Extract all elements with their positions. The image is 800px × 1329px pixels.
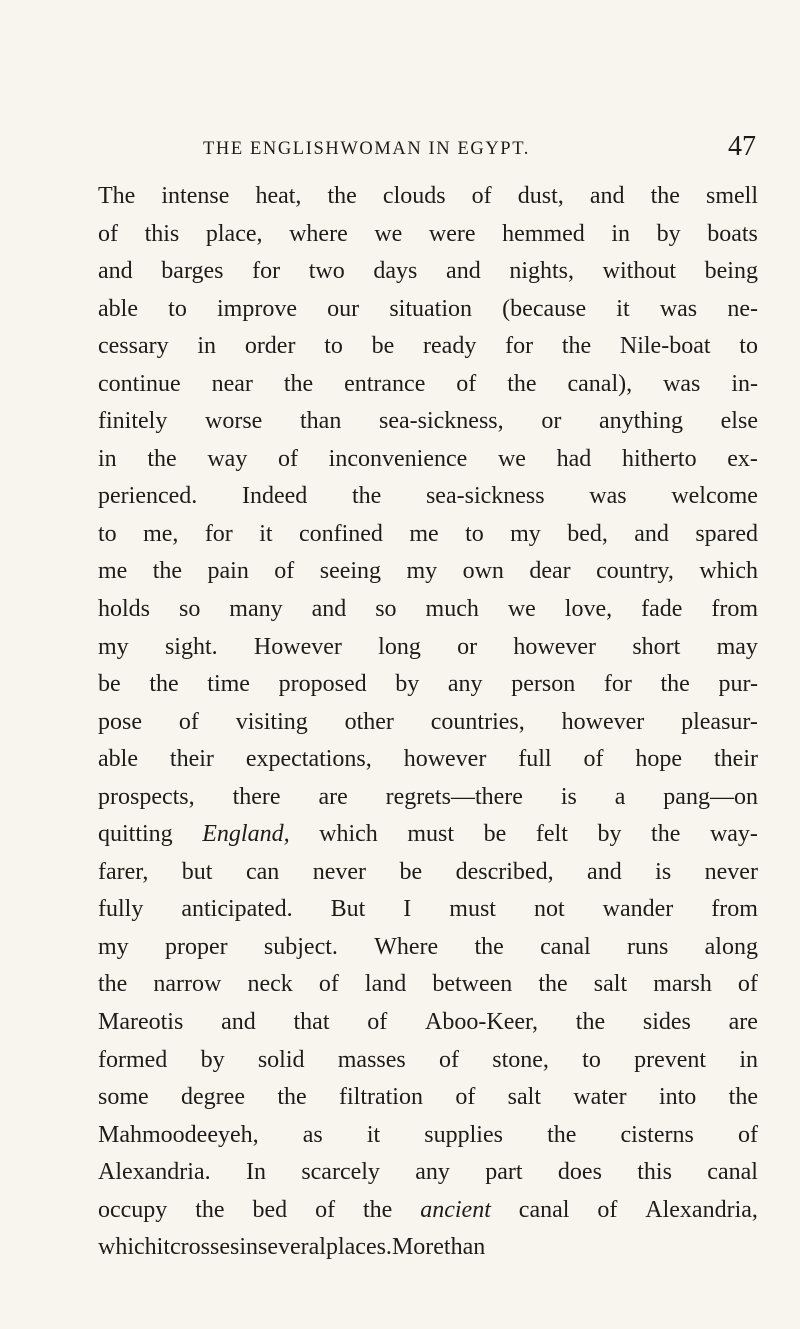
word: boats	[707, 220, 758, 247]
word: where	[289, 220, 348, 247]
word: hitherto	[621, 445, 697, 472]
word: order	[244, 333, 296, 360]
word: of	[456, 370, 477, 397]
word: part	[485, 1159, 523, 1186]
word: to	[98, 520, 117, 547]
text-line	[98, 1192, 758, 1230]
text-line	[98, 1229, 758, 1267]
word: in	[611, 220, 631, 247]
word: are	[318, 783, 348, 810]
word: masses	[337, 1046, 406, 1073]
word: sight.	[164, 633, 218, 660]
word: the	[651, 821, 681, 848]
word: proposed	[278, 671, 367, 698]
word: solid	[257, 1046, 305, 1073]
word: of	[98, 220, 118, 247]
word: in	[98, 445, 117, 472]
word: a	[614, 783, 626, 810]
word: occupy	[98, 1196, 168, 1223]
word: Alexandria,	[645, 1196, 758, 1223]
word: was	[659, 295, 698, 322]
word: of	[597, 1196, 618, 1223]
word: the	[277, 1084, 307, 1111]
word: without	[602, 258, 677, 285]
text-line	[98, 629, 758, 667]
word: clouds	[382, 183, 446, 209]
word: it	[616, 295, 630, 322]
word: are	[728, 1009, 758, 1036]
word: in	[197, 333, 217, 360]
word: inconvenience	[328, 445, 468, 472]
word: prevent	[634, 1046, 707, 1073]
word: ready	[423, 333, 477, 360]
word: from	[711, 596, 758, 623]
text-line	[98, 403, 758, 441]
word: anticipated.	[181, 896, 293, 923]
word: by	[395, 671, 420, 698]
word: had	[556, 445, 592, 472]
word: wander	[602, 896, 674, 923]
italic-word: England,	[202, 821, 290, 848]
word: other	[344, 708, 394, 735]
word: than	[300, 408, 342, 435]
word: as	[302, 1121, 323, 1148]
word: canal	[518, 1196, 570, 1223]
word: perienced.	[98, 483, 198, 510]
word: my	[510, 520, 541, 547]
running-head	[98, 131, 758, 164]
word: of	[274, 558, 295, 585]
word: places.	[325, 1234, 392, 1261]
word: nights,	[509, 258, 575, 285]
word: which	[98, 1234, 157, 1261]
word: dear	[529, 558, 571, 585]
word: improve	[217, 295, 297, 322]
word: into	[658, 1084, 697, 1111]
word: More	[391, 1234, 444, 1261]
text-line	[98, 178, 758, 216]
word: their	[714, 746, 758, 773]
word: bed	[252, 1196, 288, 1223]
word: however	[403, 746, 487, 773]
word: worse	[205, 408, 263, 435]
word: fully	[98, 896, 144, 923]
text-line	[98, 291, 758, 329]
word: this	[637, 1159, 672, 1186]
word: spared	[695, 520, 758, 547]
text-line	[98, 854, 758, 892]
word: finitely	[98, 408, 168, 435]
word: pose	[98, 708, 142, 735]
word: smell	[705, 183, 758, 209]
word: cessary	[98, 333, 169, 360]
word: visiting	[235, 708, 308, 735]
word: intense	[161, 183, 230, 209]
word: not	[533, 896, 565, 923]
word: The	[98, 183, 136, 209]
word: full	[518, 746, 552, 773]
word: but	[181, 858, 213, 885]
word: is	[655, 858, 672, 885]
word: the	[660, 671, 690, 698]
word: it	[366, 1121, 381, 1148]
word: being	[704, 258, 758, 285]
word: and	[311, 596, 347, 623]
word: of	[318, 971, 339, 998]
word: runs	[626, 933, 669, 960]
word: of	[737, 1121, 758, 1148]
word: able	[98, 295, 138, 322]
word: I	[403, 896, 412, 923]
word: continue	[98, 370, 181, 397]
word: of	[278, 445, 298, 472]
word: country,	[596, 558, 674, 585]
text-line	[98, 891, 758, 929]
word: than	[443, 1234, 486, 1261]
text-line	[98, 1154, 758, 1192]
word: much	[425, 596, 479, 623]
text-line	[98, 553, 758, 591]
word: own	[462, 558, 504, 585]
word: must	[449, 896, 496, 923]
word: dust,	[517, 183, 564, 209]
word: by	[200, 1046, 225, 1073]
word: we	[497, 445, 526, 472]
word: from	[711, 896, 758, 923]
word: Mareotis	[98, 1009, 184, 1036]
word: so	[375, 596, 397, 623]
word: be	[371, 333, 395, 360]
page-number: 47	[728, 131, 756, 162]
word: between	[432, 971, 513, 998]
word: supplies	[424, 1121, 503, 1148]
word: hope	[635, 746, 683, 773]
text-line	[98, 216, 758, 254]
word: scarcely	[301, 1159, 380, 1186]
word: pleasur-	[681, 708, 758, 735]
word: degree	[181, 1084, 245, 1111]
word: their	[169, 746, 214, 773]
word: any	[415, 1159, 450, 1186]
text-line	[98, 666, 758, 704]
word: entrance	[344, 370, 426, 397]
text-line	[98, 741, 758, 779]
text-line	[98, 1079, 758, 1117]
word: does	[557, 1159, 602, 1186]
word: way-	[709, 821, 758, 848]
word: expectations,	[245, 746, 372, 773]
word: confined	[298, 520, 383, 547]
word: fade	[641, 596, 683, 623]
text-line	[98, 1042, 758, 1080]
word: situation	[389, 295, 472, 322]
word: neck	[247, 971, 293, 998]
word: it	[259, 520, 273, 547]
text-line	[98, 478, 758, 516]
word: farer,	[98, 858, 149, 885]
word: many	[229, 596, 283, 623]
word: can	[245, 858, 280, 885]
word: to	[582, 1046, 601, 1073]
word: crosses	[170, 1234, 240, 1261]
word: else	[720, 408, 758, 435]
word: hemmed	[502, 220, 585, 247]
word: Indeed	[241, 483, 308, 510]
word: there	[232, 783, 281, 810]
word: the	[362, 1196, 393, 1223]
word: bed,	[567, 520, 608, 547]
word: In	[245, 1159, 266, 1186]
body-text	[98, 178, 758, 1267]
word: Alexandria.	[98, 1159, 211, 1186]
word: filtration	[338, 1084, 423, 1111]
word: be	[483, 821, 507, 848]
word: formed	[98, 1046, 168, 1073]
word: Aboo-Keer,	[425, 1009, 539, 1036]
text-line	[98, 366, 758, 404]
word: for	[204, 520, 233, 547]
word: long	[378, 633, 421, 660]
word: and	[98, 258, 133, 285]
word: days	[373, 258, 418, 285]
word: felt	[535, 821, 568, 848]
text-line	[98, 704, 758, 742]
word: canal	[540, 933, 591, 960]
word: the	[327, 183, 357, 209]
word: the	[474, 933, 504, 960]
word: pur-	[718, 671, 758, 698]
word: must	[407, 821, 455, 848]
word: we	[374, 220, 403, 247]
word: countries,	[430, 708, 525, 735]
word: (because	[502, 295, 587, 322]
word: prospects,	[98, 783, 195, 810]
word: pain	[207, 558, 249, 585]
word: was	[663, 370, 701, 397]
word: However	[253, 633, 342, 660]
word: for	[252, 258, 281, 285]
text-line	[98, 1004, 758, 1042]
word: near	[211, 370, 253, 397]
word: it	[156, 1234, 170, 1261]
word: narrow	[153, 971, 222, 998]
word: subject.	[263, 933, 338, 960]
word: sea-sickness	[425, 483, 545, 510]
word: sea-sickness,	[379, 408, 504, 435]
word: of	[471, 183, 492, 209]
word: in	[239, 1234, 258, 1261]
word: salt	[593, 971, 628, 998]
word: the	[561, 333, 592, 360]
word: canal),	[567, 370, 633, 397]
word: welcome	[671, 483, 758, 510]
word: the	[575, 1009, 606, 1036]
word: place,	[205, 220, 263, 247]
word: my	[406, 558, 438, 585]
word: some	[98, 1084, 149, 1111]
word: by	[597, 821, 622, 848]
word: Nile-boat	[619, 333, 711, 360]
word: were	[428, 220, 476, 247]
word: to	[739, 333, 758, 360]
word: my	[98, 633, 129, 660]
word: which	[319, 821, 378, 848]
word: Where	[374, 933, 439, 960]
word: or	[457, 633, 478, 660]
word: our	[327, 295, 360, 322]
word: the	[195, 1196, 225, 1223]
text-line	[98, 253, 758, 291]
word: water	[573, 1084, 627, 1111]
word: the	[283, 370, 314, 397]
word: canal	[707, 1159, 758, 1186]
word: two	[308, 258, 345, 285]
word: and	[587, 858, 622, 885]
text-line	[98, 591, 758, 629]
text-line	[98, 441, 758, 479]
word: the	[351, 483, 382, 510]
word: and	[221, 1009, 256, 1036]
word: be	[98, 671, 121, 698]
word: several	[258, 1234, 326, 1261]
word: regrets—there	[385, 783, 523, 810]
text-line	[98, 516, 758, 554]
text-line	[98, 816, 758, 854]
word: which	[699, 558, 758, 585]
word: of	[315, 1196, 336, 1223]
running-title: THE ENGLISHWOMAN IN EGYPT.	[203, 139, 530, 159]
word: the	[650, 183, 680, 209]
word: however	[561, 708, 645, 735]
italic-word: ancient	[420, 1196, 491, 1223]
word: for	[603, 671, 632, 698]
word: quitting	[98, 821, 173, 848]
word: the	[538, 971, 568, 998]
word: heat,	[255, 183, 302, 209]
word: cisterns	[620, 1121, 694, 1148]
word: anything	[598, 408, 683, 435]
word: described,	[455, 858, 554, 885]
word: the	[147, 445, 177, 472]
word: proper	[164, 933, 228, 960]
word: love,	[564, 596, 613, 623]
word: land	[364, 971, 407, 998]
word: by	[656, 220, 681, 247]
word: me	[98, 558, 128, 585]
word: or	[541, 408, 562, 435]
word: was	[589, 483, 627, 510]
text-line	[98, 929, 758, 967]
word: holds	[98, 596, 151, 623]
word: in-	[731, 370, 758, 397]
word: me,	[143, 520, 179, 547]
word: barges	[161, 258, 224, 285]
word: the	[149, 671, 179, 698]
word: ne-	[727, 295, 758, 322]
word: so	[178, 596, 201, 623]
word: to	[168, 295, 187, 322]
word: may	[716, 633, 758, 660]
word: Mahmoodeeyeh,	[98, 1121, 259, 1148]
word: the	[728, 1084, 758, 1111]
word: this	[144, 220, 180, 247]
text-line	[98, 1117, 758, 1155]
word: of	[367, 1009, 388, 1036]
word: ex-	[727, 445, 758, 472]
word: the	[152, 558, 183, 585]
word: to	[324, 333, 343, 360]
word: that	[293, 1009, 330, 1036]
word: of	[737, 971, 758, 998]
word: person	[511, 671, 576, 698]
word: short	[632, 633, 681, 660]
word: the	[547, 1121, 577, 1148]
word: for	[505, 333, 534, 360]
word: along	[704, 933, 758, 960]
text-line	[98, 328, 758, 366]
word: able	[98, 746, 138, 773]
word: salt	[507, 1084, 541, 1111]
word: be	[399, 858, 423, 885]
word: stone,	[492, 1046, 549, 1073]
word: of	[439, 1046, 459, 1073]
word: But	[330, 896, 366, 923]
word: and	[634, 520, 669, 547]
word: we	[507, 596, 536, 623]
word: seeing	[319, 558, 382, 585]
word: of	[178, 708, 199, 735]
word: in	[739, 1046, 758, 1073]
word: however	[513, 633, 597, 660]
word: and	[589, 183, 625, 209]
word: never	[312, 858, 367, 885]
text-line	[98, 779, 758, 817]
word: the	[98, 971, 128, 998]
text-line	[98, 966, 758, 1004]
word: is	[560, 783, 577, 810]
word: of	[455, 1084, 476, 1111]
word: me	[409, 520, 439, 547]
word: any	[447, 671, 483, 698]
word: way	[207, 445, 248, 472]
word: time	[207, 671, 250, 698]
word: to	[465, 520, 484, 547]
word: pang—on	[663, 783, 758, 810]
word: sides	[642, 1009, 691, 1036]
word: and	[446, 258, 481, 285]
word: my	[98, 933, 129, 960]
word: marsh	[653, 971, 712, 998]
word: of	[583, 746, 604, 773]
word: never	[704, 858, 758, 885]
word: the	[507, 370, 537, 397]
